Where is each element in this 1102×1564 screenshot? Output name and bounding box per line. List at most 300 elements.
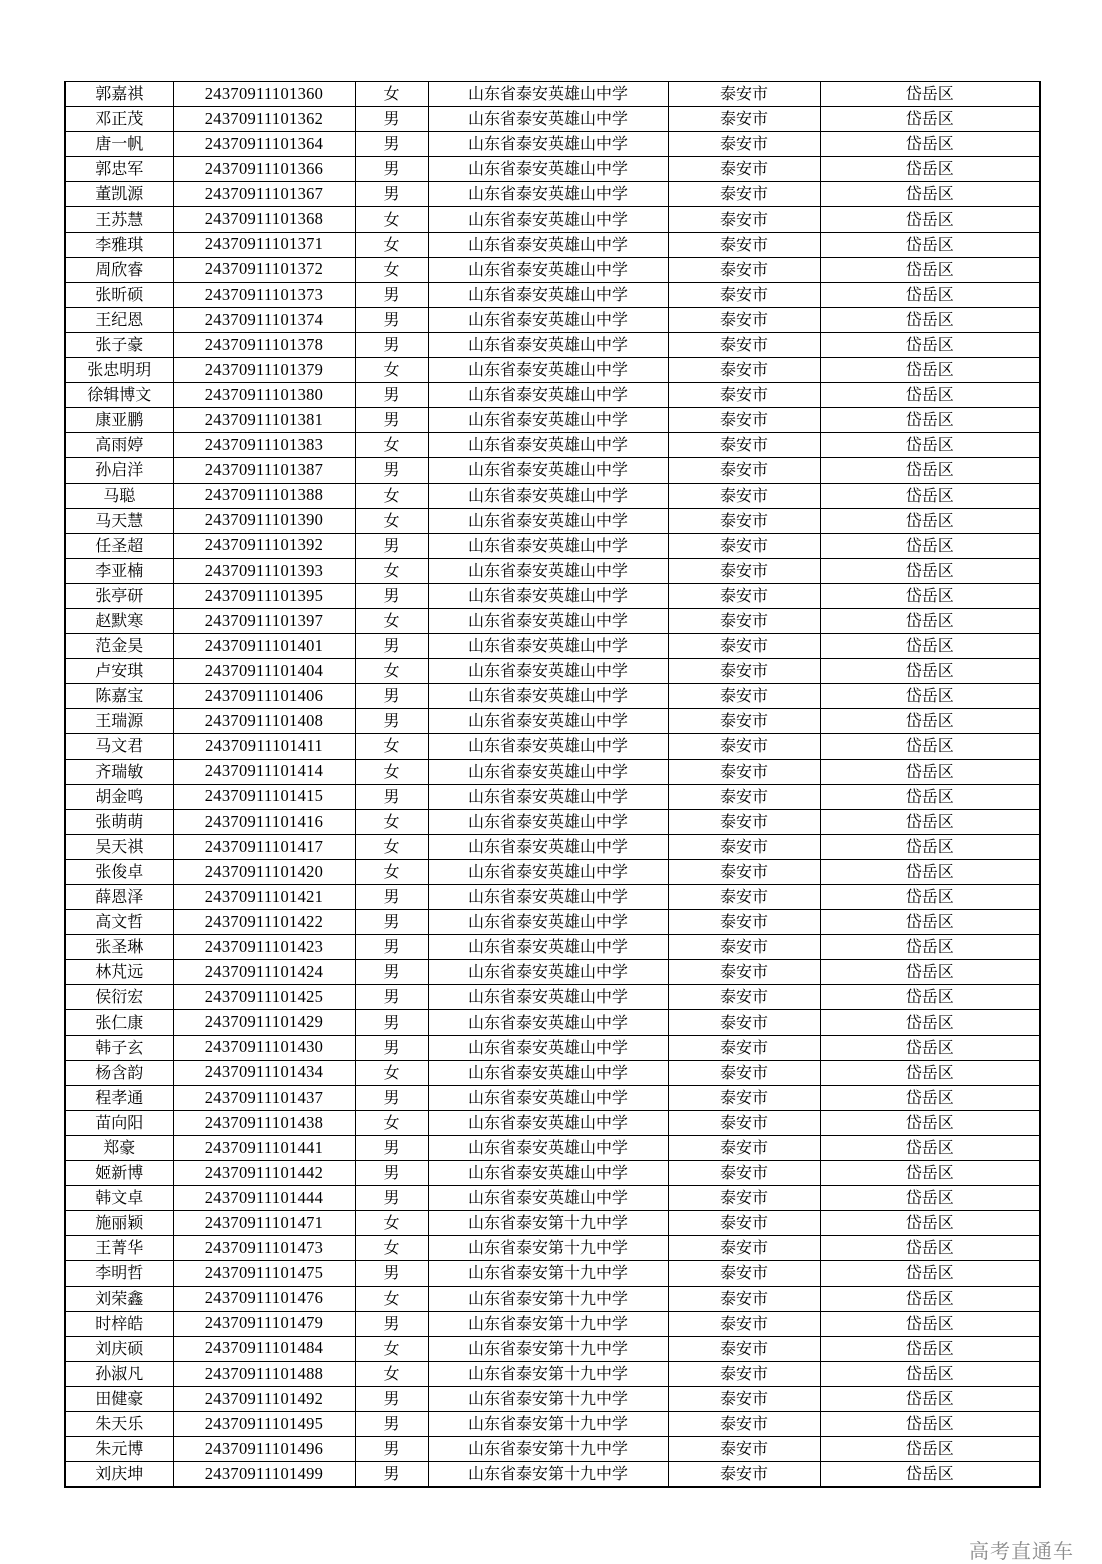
city-cell: 泰安市 — [668, 1336, 820, 1361]
gender-cell: 男 — [355, 935, 428, 960]
table-row — [65, 1236, 1040, 1261]
table-row — [65, 1336, 1040, 1361]
table-row — [65, 1135, 1040, 1160]
school-cell: 山东省泰安英雄山中学 — [428, 257, 668, 282]
school-cell: 山东省泰安英雄山中学 — [428, 859, 668, 884]
exam-id-cell: 24370911101496 — [173, 1437, 355, 1462]
city-cell: 泰安市 — [668, 734, 820, 759]
name-cell: 刘庆硕 — [65, 1336, 173, 1361]
exam-id-cell: 24370911101425 — [173, 985, 355, 1010]
city-cell: 泰安市 — [668, 157, 820, 182]
name-cell: 康亚鹏 — [65, 408, 173, 433]
exam-id-cell: 24370911101362 — [173, 107, 355, 132]
exam-id-cell: 24370911101390 — [173, 508, 355, 533]
exam-id-cell: 24370911101495 — [173, 1411, 355, 1436]
district-cell: 岱岳区 — [820, 834, 1040, 859]
gender-cell: 女 — [355, 1286, 428, 1311]
table-row — [65, 583, 1040, 608]
gender-cell: 男 — [355, 1311, 428, 1336]
table-row — [65, 1035, 1040, 1060]
exam-id-cell: 24370911101420 — [173, 859, 355, 884]
exam-id-cell: 24370911101401 — [173, 634, 355, 659]
table-row — [65, 358, 1040, 383]
city-cell: 泰安市 — [668, 182, 820, 207]
gender-cell: 男 — [355, 1135, 428, 1160]
exam-id-cell: 24370911101442 — [173, 1161, 355, 1186]
exam-id-cell: 24370911101373 — [173, 282, 355, 307]
table-row — [65, 82, 1040, 107]
table-row — [65, 759, 1040, 784]
district-cell: 岱岳区 — [820, 634, 1040, 659]
city-cell: 泰安市 — [668, 232, 820, 257]
school-cell: 山东省泰安英雄山中学 — [428, 1161, 668, 1186]
school-cell: 山东省泰安英雄山中学 — [428, 207, 668, 232]
city-cell: 泰安市 — [668, 809, 820, 834]
city-cell: 泰安市 — [668, 935, 820, 960]
district-cell: 岱岳区 — [820, 985, 1040, 1010]
city-cell: 泰安市 — [668, 307, 820, 332]
district-cell: 岱岳区 — [820, 1010, 1040, 1035]
gender-cell: 男 — [355, 1161, 428, 1186]
table-row — [65, 107, 1040, 132]
name-cell: 张圣琳 — [65, 935, 173, 960]
roster-table-body — [65, 82, 1040, 1488]
school-cell: 山东省泰安英雄山中学 — [428, 533, 668, 558]
school-cell: 山东省泰安英雄山中学 — [428, 1085, 668, 1110]
table-row — [65, 659, 1040, 684]
exam-id-cell: 24370911101381 — [173, 408, 355, 433]
school-cell: 山东省泰安英雄山中学 — [428, 1110, 668, 1135]
table-row — [65, 1286, 1040, 1311]
district-cell: 岱岳区 — [820, 1336, 1040, 1361]
gender-cell: 女 — [355, 734, 428, 759]
gender-cell: 男 — [355, 332, 428, 357]
city-cell: 泰安市 — [668, 1161, 820, 1186]
gender-cell: 男 — [355, 1085, 428, 1110]
exam-id-cell: 24370911101380 — [173, 383, 355, 408]
table-row — [65, 533, 1040, 558]
city-cell: 泰安市 — [668, 1135, 820, 1160]
table-row — [65, 985, 1040, 1010]
exam-id-cell: 24370911101479 — [173, 1311, 355, 1336]
school-cell: 山东省泰安第十九中学 — [428, 1462, 668, 1488]
district-cell: 岱岳区 — [820, 784, 1040, 809]
district-cell: 岱岳区 — [820, 483, 1040, 508]
city-cell: 泰安市 — [668, 1261, 820, 1286]
table-row — [65, 1010, 1040, 1035]
city-cell: 泰安市 — [668, 458, 820, 483]
district-cell: 岱岳区 — [820, 1035, 1040, 1060]
name-cell: 赵默寒 — [65, 608, 173, 633]
exam-id-cell: 24370911101444 — [173, 1186, 355, 1211]
city-cell: 泰安市 — [668, 910, 820, 935]
district-cell: 岱岳区 — [820, 960, 1040, 985]
exam-id-cell: 24370911101406 — [173, 684, 355, 709]
school-cell: 山东省泰安英雄山中学 — [428, 157, 668, 182]
city-cell: 泰安市 — [668, 985, 820, 1010]
city-cell: 泰安市 — [668, 759, 820, 784]
name-cell: 韩文卓 — [65, 1186, 173, 1211]
gender-cell: 女 — [355, 558, 428, 583]
gender-cell: 男 — [355, 1261, 428, 1286]
district-cell: 岱岳区 — [820, 1110, 1040, 1135]
gender-cell: 男 — [355, 709, 428, 734]
district-cell: 岱岳区 — [820, 1411, 1040, 1436]
school-cell: 山东省泰安英雄山中学 — [428, 659, 668, 684]
exam-id-cell: 24370911101395 — [173, 583, 355, 608]
name-cell: 李亚楠 — [65, 558, 173, 583]
name-cell: 时梓皓 — [65, 1311, 173, 1336]
exam-id-cell: 24370911101371 — [173, 232, 355, 257]
city-cell: 泰安市 — [668, 1311, 820, 1336]
school-cell: 山东省泰安英雄山中学 — [428, 684, 668, 709]
name-cell: 刘荣鑫 — [65, 1286, 173, 1311]
table-row — [65, 608, 1040, 633]
table-row — [65, 1386, 1040, 1411]
name-cell: 朱元博 — [65, 1437, 173, 1462]
school-cell: 山东省泰安英雄山中学 — [428, 809, 668, 834]
district-cell: 岱岳区 — [820, 734, 1040, 759]
name-cell: 张俊卓 — [65, 859, 173, 884]
school-cell: 山东省泰安英雄山中学 — [428, 1035, 668, 1060]
city-cell: 泰安市 — [668, 1186, 820, 1211]
city-cell: 泰安市 — [668, 659, 820, 684]
city-cell: 泰安市 — [668, 533, 820, 558]
district-cell: 岱岳区 — [820, 132, 1040, 157]
school-cell: 山东省泰安英雄山中学 — [428, 82, 668, 107]
school-cell: 山东省泰安英雄山中学 — [428, 282, 668, 307]
exam-id-cell: 24370911101368 — [173, 207, 355, 232]
table-row — [65, 1060, 1040, 1085]
district-cell: 岱岳区 — [820, 257, 1040, 282]
table-row — [65, 433, 1040, 458]
table-row — [65, 935, 1040, 960]
school-cell: 山东省泰安英雄山中学 — [428, 232, 668, 257]
school-cell: 山东省泰安英雄山中学 — [428, 458, 668, 483]
city-cell: 泰安市 — [668, 859, 820, 884]
district-cell: 岱岳区 — [820, 608, 1040, 633]
city-cell: 泰安市 — [668, 1010, 820, 1035]
name-cell: 郑豪 — [65, 1135, 173, 1160]
gender-cell: 男 — [355, 157, 428, 182]
gender-cell: 女 — [355, 82, 428, 107]
exam-id-cell: 24370911101378 — [173, 332, 355, 357]
district-cell: 岱岳区 — [820, 1386, 1040, 1411]
district-cell: 岱岳区 — [820, 157, 1040, 182]
district-cell: 岱岳区 — [820, 458, 1040, 483]
district-cell: 岱岳区 — [820, 82, 1040, 107]
name-cell: 林芃远 — [65, 960, 173, 985]
table-row — [65, 809, 1040, 834]
gender-cell: 男 — [355, 1386, 428, 1411]
table-row — [65, 1261, 1040, 1286]
name-cell: 马文君 — [65, 734, 173, 759]
name-cell: 苗向阳 — [65, 1110, 173, 1135]
school-cell: 山东省泰安英雄山中学 — [428, 1060, 668, 1085]
exam-id-cell: 24370911101392 — [173, 533, 355, 558]
name-cell: 郭嘉祺 — [65, 82, 173, 107]
gender-cell: 男 — [355, 985, 428, 1010]
table-row — [65, 859, 1040, 884]
school-cell: 山东省泰安英雄山中学 — [428, 1135, 668, 1160]
city-cell: 泰安市 — [668, 1211, 820, 1236]
district-cell: 岱岳区 — [820, 1236, 1040, 1261]
name-cell: 范金昊 — [65, 634, 173, 659]
exam-id-cell: 24370911101393 — [173, 558, 355, 583]
district-cell: 岱岳区 — [820, 307, 1040, 332]
table-row — [65, 232, 1040, 257]
district-cell: 岱岳区 — [820, 1311, 1040, 1336]
city-cell: 泰安市 — [668, 709, 820, 734]
school-cell: 山东省泰安英雄山中学 — [428, 1010, 668, 1035]
table-row — [65, 1211, 1040, 1236]
name-cell: 徐辑博文 — [65, 383, 173, 408]
city-cell: 泰安市 — [668, 207, 820, 232]
name-cell: 张昕硕 — [65, 282, 173, 307]
gender-cell: 男 — [355, 1411, 428, 1436]
table-row — [65, 1361, 1040, 1386]
name-cell: 姬新博 — [65, 1161, 173, 1186]
city-cell: 泰安市 — [668, 1085, 820, 1110]
exam-id-cell: 24370911101471 — [173, 1211, 355, 1236]
district-cell: 岱岳区 — [820, 1060, 1040, 1085]
school-cell: 山东省泰安英雄山中学 — [428, 182, 668, 207]
exam-id-cell: 24370911101414 — [173, 759, 355, 784]
district-cell: 岱岳区 — [820, 332, 1040, 357]
school-cell: 山东省泰安第十九中学 — [428, 1361, 668, 1386]
gender-cell: 男 — [355, 1035, 428, 1060]
exam-id-cell: 24370911101429 — [173, 1010, 355, 1035]
school-cell: 山东省泰安英雄山中学 — [428, 910, 668, 935]
watermark-text: 高考直通车 — [969, 1539, 1074, 1563]
city-cell: 泰安市 — [668, 383, 820, 408]
gender-cell: 男 — [355, 1186, 428, 1211]
school-cell: 山东省泰安英雄山中学 — [428, 885, 668, 910]
gender-cell: 女 — [355, 257, 428, 282]
city-cell: 泰安市 — [668, 1060, 820, 1085]
city-cell: 泰安市 — [668, 834, 820, 859]
name-cell: 张子豪 — [65, 332, 173, 357]
exam-id-cell: 24370911101421 — [173, 885, 355, 910]
name-cell: 王纪恩 — [65, 307, 173, 332]
table-row — [65, 282, 1040, 307]
gender-cell: 男 — [355, 960, 428, 985]
name-cell: 李明哲 — [65, 1261, 173, 1286]
school-cell: 山东省泰安英雄山中学 — [428, 759, 668, 784]
exam-id-cell: 24370911101366 — [173, 157, 355, 182]
district-cell: 岱岳区 — [820, 1261, 1040, 1286]
school-cell: 山东省泰安英雄山中学 — [428, 483, 668, 508]
district-cell: 岱岳区 — [820, 1135, 1040, 1160]
exam-id-cell: 24370911101408 — [173, 709, 355, 734]
gender-cell: 男 — [355, 784, 428, 809]
city-cell: 泰安市 — [668, 1386, 820, 1411]
school-cell: 山东省泰安英雄山中学 — [428, 634, 668, 659]
district-cell: 岱岳区 — [820, 232, 1040, 257]
name-cell: 王菁华 — [65, 1236, 173, 1261]
table-row — [65, 1311, 1040, 1336]
school-cell: 山东省泰安英雄山中学 — [428, 935, 668, 960]
exam-id-cell: 24370911101437 — [173, 1085, 355, 1110]
table-row — [65, 634, 1040, 659]
city-cell: 泰安市 — [668, 508, 820, 533]
exam-id-cell: 24370911101422 — [173, 910, 355, 935]
district-cell: 岱岳区 — [820, 408, 1040, 433]
gender-cell: 女 — [355, 358, 428, 383]
school-cell: 山东省泰安第十九中学 — [428, 1411, 668, 1436]
city-cell: 泰安市 — [668, 82, 820, 107]
name-cell: 王苏慧 — [65, 207, 173, 232]
name-cell: 胡金鸣 — [65, 784, 173, 809]
district-cell: 岱岳区 — [820, 935, 1040, 960]
gender-cell: 女 — [355, 1361, 428, 1386]
district-cell: 岱岳区 — [820, 759, 1040, 784]
district-cell: 岱岳区 — [820, 182, 1040, 207]
gender-cell: 男 — [355, 684, 428, 709]
exam-id-cell: 24370911101364 — [173, 132, 355, 157]
city-cell: 泰安市 — [668, 408, 820, 433]
district-cell: 岱岳区 — [820, 358, 1040, 383]
table-row — [65, 332, 1040, 357]
gender-cell: 女 — [355, 483, 428, 508]
name-cell: 孙启洋 — [65, 458, 173, 483]
table-row — [65, 207, 1040, 232]
school-cell: 山东省泰安英雄山中学 — [428, 307, 668, 332]
table-row — [65, 885, 1040, 910]
exam-id-cell: 24370911101397 — [173, 608, 355, 633]
name-cell: 任圣超 — [65, 533, 173, 558]
district-cell: 岱岳区 — [820, 684, 1040, 709]
gender-cell: 女 — [355, 1211, 428, 1236]
table-row — [65, 1437, 1040, 1462]
table-row — [65, 182, 1040, 207]
district-cell: 岱岳区 — [820, 508, 1040, 533]
city-cell: 泰安市 — [668, 332, 820, 357]
city-cell: 泰安市 — [668, 132, 820, 157]
exam-id-cell: 24370911101430 — [173, 1035, 355, 1060]
exam-id-cell: 24370911101476 — [173, 1286, 355, 1311]
name-cell: 高文哲 — [65, 910, 173, 935]
table-row — [65, 458, 1040, 483]
name-cell: 孙淑凡 — [65, 1361, 173, 1386]
name-cell: 程孝通 — [65, 1085, 173, 1110]
city-cell: 泰安市 — [668, 1035, 820, 1060]
city-cell: 泰安市 — [668, 1437, 820, 1462]
school-cell: 山东省泰安英雄山中学 — [428, 583, 668, 608]
gender-cell: 男 — [355, 307, 428, 332]
gender-cell: 女 — [355, 834, 428, 859]
gender-cell: 男 — [355, 182, 428, 207]
gender-cell: 男 — [355, 282, 428, 307]
district-cell: 岱岳区 — [820, 885, 1040, 910]
exam-id-cell: 24370911101372 — [173, 257, 355, 282]
city-cell: 泰安市 — [668, 483, 820, 508]
city-cell: 泰安市 — [668, 558, 820, 583]
district-cell: 岱岳区 — [820, 1186, 1040, 1211]
school-cell: 山东省泰安第十九中学 — [428, 1236, 668, 1261]
exam-id-cell: 24370911101484 — [173, 1336, 355, 1361]
exam-id-cell: 24370911101475 — [173, 1261, 355, 1286]
table-row — [65, 157, 1040, 182]
school-cell: 山东省泰安第十九中学 — [428, 1336, 668, 1361]
city-cell: 泰安市 — [668, 1462, 820, 1488]
city-cell: 泰安市 — [668, 960, 820, 985]
city-cell: 泰安市 — [668, 1411, 820, 1436]
table-row — [65, 1186, 1040, 1211]
gender-cell: 男 — [355, 383, 428, 408]
name-cell: 张亭研 — [65, 583, 173, 608]
name-cell: 吴天祺 — [65, 834, 173, 859]
district-cell: 岱岳区 — [820, 910, 1040, 935]
table-row — [65, 734, 1040, 759]
school-cell: 山东省泰安第十九中学 — [428, 1261, 668, 1286]
exam-id-cell: 24370911101383 — [173, 433, 355, 458]
gender-cell: 男 — [355, 910, 428, 935]
school-cell: 山东省泰安英雄山中学 — [428, 784, 668, 809]
name-cell: 马天慧 — [65, 508, 173, 533]
name-cell: 田健豪 — [65, 1386, 173, 1411]
school-cell: 山东省泰安英雄山中学 — [428, 358, 668, 383]
gender-cell: 女 — [355, 809, 428, 834]
table-row — [65, 1411, 1040, 1436]
gender-cell: 男 — [355, 107, 428, 132]
city-cell: 泰安市 — [668, 784, 820, 809]
district-cell: 岱岳区 — [820, 709, 1040, 734]
gender-cell: 男 — [355, 583, 428, 608]
district-cell: 岱岳区 — [820, 1161, 1040, 1186]
district-cell: 岱岳区 — [820, 659, 1040, 684]
table-row — [65, 960, 1040, 985]
gender-cell: 女 — [355, 1110, 428, 1135]
gender-cell: 女 — [355, 759, 428, 784]
exam-id-cell: 24370911101411 — [173, 734, 355, 759]
school-cell: 山东省泰安英雄山中学 — [428, 433, 668, 458]
school-cell: 山东省泰安英雄山中学 — [428, 408, 668, 433]
table-row — [65, 784, 1040, 809]
exam-id-cell: 24370911101387 — [173, 458, 355, 483]
school-cell: 山东省泰安英雄山中学 — [428, 985, 668, 1010]
name-cell: 郭忠军 — [65, 157, 173, 182]
gender-cell: 女 — [355, 1236, 428, 1261]
exam-id-cell: 24370911101488 — [173, 1361, 355, 1386]
table-row — [65, 483, 1040, 508]
name-cell: 杨含韵 — [65, 1060, 173, 1085]
district-cell: 岱岳区 — [820, 859, 1040, 884]
exam-id-cell: 24370911101424 — [173, 960, 355, 985]
school-cell: 山东省泰安英雄山中学 — [428, 558, 668, 583]
city-cell: 泰安市 — [668, 107, 820, 132]
exam-id-cell: 24370911101374 — [173, 307, 355, 332]
gender-cell: 女 — [355, 1060, 428, 1085]
table-row — [65, 1110, 1040, 1135]
city-cell: 泰安市 — [668, 1286, 820, 1311]
exam-id-cell: 24370911101404 — [173, 659, 355, 684]
district-cell: 岱岳区 — [820, 433, 1040, 458]
school-cell: 山东省泰安第十九中学 — [428, 1286, 668, 1311]
city-cell: 泰安市 — [668, 358, 820, 383]
district-cell: 岱岳区 — [820, 107, 1040, 132]
school-cell: 山东省泰安英雄山中学 — [428, 608, 668, 633]
school-cell: 山东省泰安英雄山中学 — [428, 107, 668, 132]
gender-cell: 女 — [355, 232, 428, 257]
district-cell: 岱岳区 — [820, 809, 1040, 834]
exam-id-cell: 24370911101499 — [173, 1462, 355, 1488]
exam-id-cell: 24370911101416 — [173, 809, 355, 834]
name-cell: 侯衍宏 — [65, 985, 173, 1010]
gender-cell: 男 — [355, 1437, 428, 1462]
name-cell: 卢安琪 — [65, 659, 173, 684]
gender-cell: 男 — [355, 408, 428, 433]
